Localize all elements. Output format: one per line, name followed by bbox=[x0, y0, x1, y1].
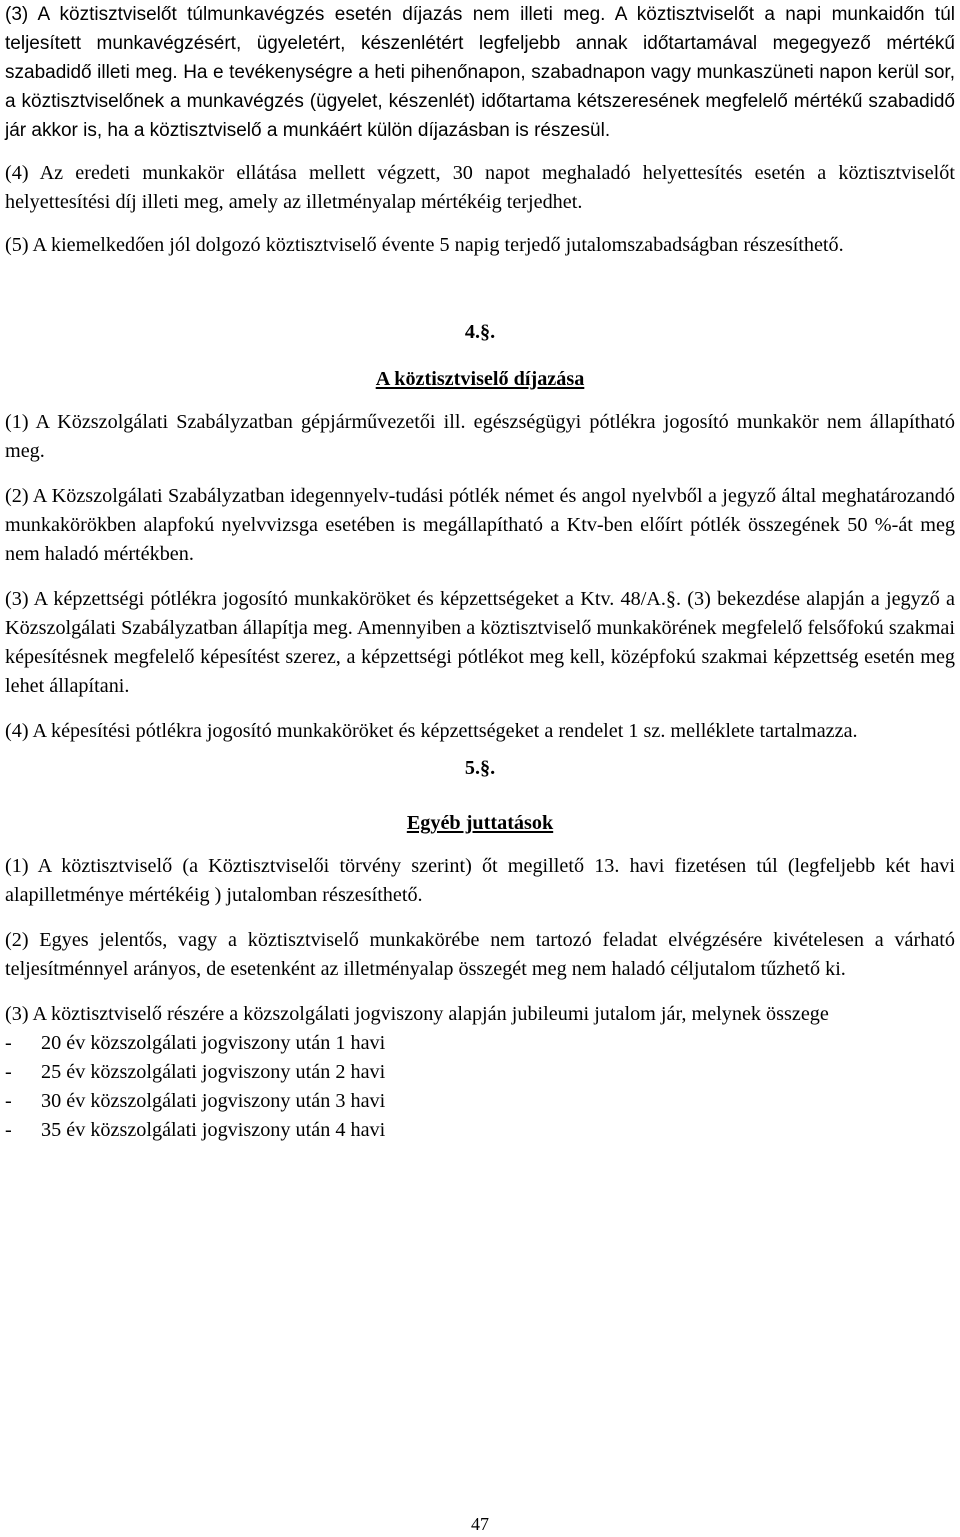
section-4-paragraph: (4) A képesítési pótlékra jogosító munkaköröket és képzettségeket a rendelet 1 sz. melléklete tartalmazza. bbox=[5, 720, 858, 742]
section-4-number: 4.§. bbox=[464, 321, 496, 343]
page-number: 47 bbox=[471, 1514, 489, 1534]
paragraph-3-overtime: (3) A köztisztviselőt túlmunkavégzés esetén díjazás nem illeti meg. A köztisztviselőt a napi munkaidőn túl teljesített munkavégzésért, ügyeletért, készenlétért legfeljebb annak időtartamával megegyező mértékű szabadidő illeti meg. Ha e tevékenységre a heti pihenőnapon, szabadnapon vagy munkaszüneti napon kerül sor, a köztisztviselőnek a munkavégzés (ügyelet, készenlét) időtartama kétszeresének megfelelő mértékű szabadidő jár akkor is, ha a köztisztviselő a munkáért külön díjazásban is részesül. bbox=[5, 4, 955, 141]
section-4-paragraph: (1) A Közszolgálati Szabályzatban gépjárművezetői ill. egészségügyi pótlékra jogosító munkakör nem állapítható meg. bbox=[5, 411, 955, 462]
paragraph-5-reward-leave: (5) A kiemelkedően jól dolgozó köztisztviselő évente 5 napig terjedő jutalomszabadságban részesíthető. bbox=[5, 234, 844, 256]
list-item: - 25 év közszolgálati jogviszony után 2 havi bbox=[5, 1061, 386, 1083]
document-page bbox=[5, 0, 955, 1145]
section-5-paragraph: (3) A köztisztviselő részére a közszolgálati jogviszony alapján jubileumi jutalom jár, melynek összege bbox=[5, 1003, 829, 1025]
section-4-paragraph: (2) A Közszolgálati Szabályzatban idegennyelv-tudási pótlék német és angol nyelvből a jegyző által meghatározandó munkakörökben alapfokú nyelvvizsga esetében is megállapítható a Ktv-ben előírt pótlék összegének 50 %-át meg nem haladó mértékben. bbox=[5, 485, 955, 565]
section-5-paragraph: (2) Egyes jelentős, vagy a köztisztviselő munkakörébe nem tartozó feladat elvégzésére kivételesen a várható teljesítménnyel arányos, de esetenként az illetményalap összegét meg nem haladó céljutalom tűzhető ki. bbox=[5, 929, 955, 980]
section-4-paragraph: (3) A képzettségi pótlékra jogosító munkaköröket és képzettségeket a Ktv. 48/A.§. (3) bekezdése alapján a jegyző a Közszolgálati Szabályzatban állapítja meg. Amennyiben a köztisztviselő munkakörének megfelelő felsőfokú szakmai képesítésnek megfelelő képesítést szerez, a képzettségi pótlékot meg kell, középfokú szakmai képzettség esetén meg lehet állapítani. bbox=[5, 588, 955, 697]
section-4-title: A köztisztviselő díjazása bbox=[375, 368, 585, 390]
list-item: - 35 év közszolgálati jogviszony után 4 havi bbox=[5, 1119, 386, 1141]
paragraph-4-substitution: (4) Az eredeti munkakör ellátása mellett végzett, 30 napot meghaladó helyettesítés esetén a köztisztviselőt helyettesítési díj illeti meg, amely az illetményalap mértékéig terjedhet. bbox=[5, 162, 955, 213]
list-item: - 30 év közszolgálati jogviszony után 3 havi bbox=[5, 1090, 386, 1112]
section-5-title: Egyéb juttatások bbox=[406, 812, 554, 834]
section-5-paragraph: (1) A köztisztviselő (a Köztisztviselői törvény szerint) őt megillető 13. havi fizetésen túl (legfeljebb két havi alapilletménye mértékéig ) jutalomban részesíthető. bbox=[5, 855, 955, 906]
jubilee-list bbox=[5, 1029, 955, 1145]
section-5-number: 5.§. bbox=[464, 757, 496, 779]
list-item: - 20 év közszolgálati jogviszony után 1 havi bbox=[5, 1032, 386, 1054]
